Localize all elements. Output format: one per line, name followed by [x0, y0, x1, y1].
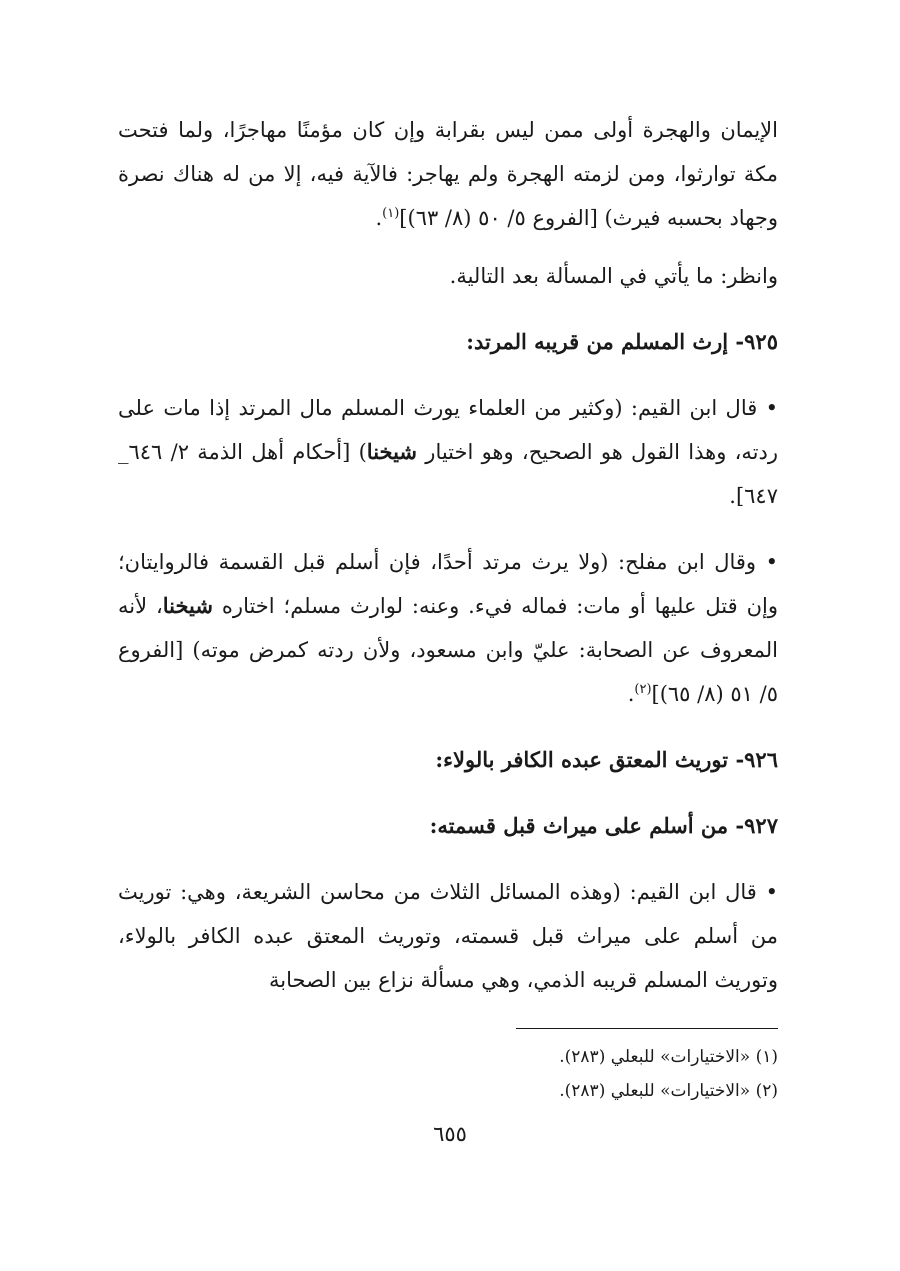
section-heading-927: ٩٢٧- من أسلم على ميراث قبل قسمته: — [429, 813, 778, 838]
paragraph-end: . — [627, 682, 635, 706]
quote-text: • وقال ابن مفلح: (ولا يرث مرتد أحدًا، فإن أسلم قبل القسمة فالروايتان؛ وإن قتل عليها أو مات: فماله فيء. وعنه: لوارث مسلم؛ اختاره — [118, 550, 778, 618]
footnote-2: (٢) «الاختيارات» للبعلي (٢٨٣). — [559, 1081, 778, 1101]
quote-ibn-al-qayyim-2: • قال ابن القيم: (وهذه المسائل الثلاث من محاسن الشريعة، وهي: توريث من أسلم على ميراث قبل قسمته، وتوريث المعتق عبده الكافر بالولاء، وتوريث المسلم قريبه الذمي، وهي مسألة نزاع بين الصحابة — [118, 880, 778, 992]
page-number: ٦٥٥ — [433, 1122, 467, 1146]
footnote-1: (١) «الاختيارات» للبعلي (٢٨٣). — [559, 1047, 778, 1067]
section-heading-925: ٩٢٥- إرث المسلم من قريبه المرتد: — [466, 329, 778, 354]
emphasis-shaykhuna: شيخنا — [162, 593, 213, 618]
quote-ibn-al-qayyim-1 — [118, 386, 778, 518]
emphasis-shaykhuna: شيخنا — [366, 439, 418, 464]
paragraph-end: . — [375, 206, 383, 230]
cross-reference-paragraph: وانظر: ما يأتي في المسألة بعد التالية. — [449, 264, 778, 288]
paragraph-text: الإيمان والهجرة أولى ممن ليس بقرابة وإن كان مؤمنًا مهاجرًا، ولما فتحت مكة توارثوا، ومن لزمته الهجرة ولم يهاجر: فالآية فيه، إلا من له هناك نصرة وجهاد بحسبه فيرث) [الفروع ٥/ ٥٠ (٨/ ٦٣)] — [118, 118, 778, 230]
section-heading-926: ٩٢٦- توريث المعتق عبده الكافر بالولاء: — [435, 747, 778, 772]
paragraph-continuation — [118, 108, 778, 240]
footnote-ref-1[interactable]: (١) — [382, 206, 400, 221]
quote-citation: ) [أحكام أهل الذمة ٢/ ٦٤٦_ ٦٤٧]. — [118, 440, 778, 508]
footnotes — [118, 1040, 778, 1108]
quote-text: • قال ابن القيم: (وكثير من العلماء يورث المسلم مال المرتد إذا مات على ردته، وهذا القول هو الصحيح، وهو اختيار — [118, 396, 778, 464]
quote-ibn-muflih — [118, 540, 778, 716]
page-body — [118, 108, 778, 1002]
footnote-ref-2[interactable]: (٢) — [634, 682, 652, 697]
footnote-divider — [516, 1028, 778, 1029]
quote-citation: ، لأنه المعروف عن الصحابة: عليّ وابن مسعود، ولأن ردته كمرض موته) [الفروع ٥/ ٥١ (٨/ ٦٥)] — [118, 594, 778, 706]
